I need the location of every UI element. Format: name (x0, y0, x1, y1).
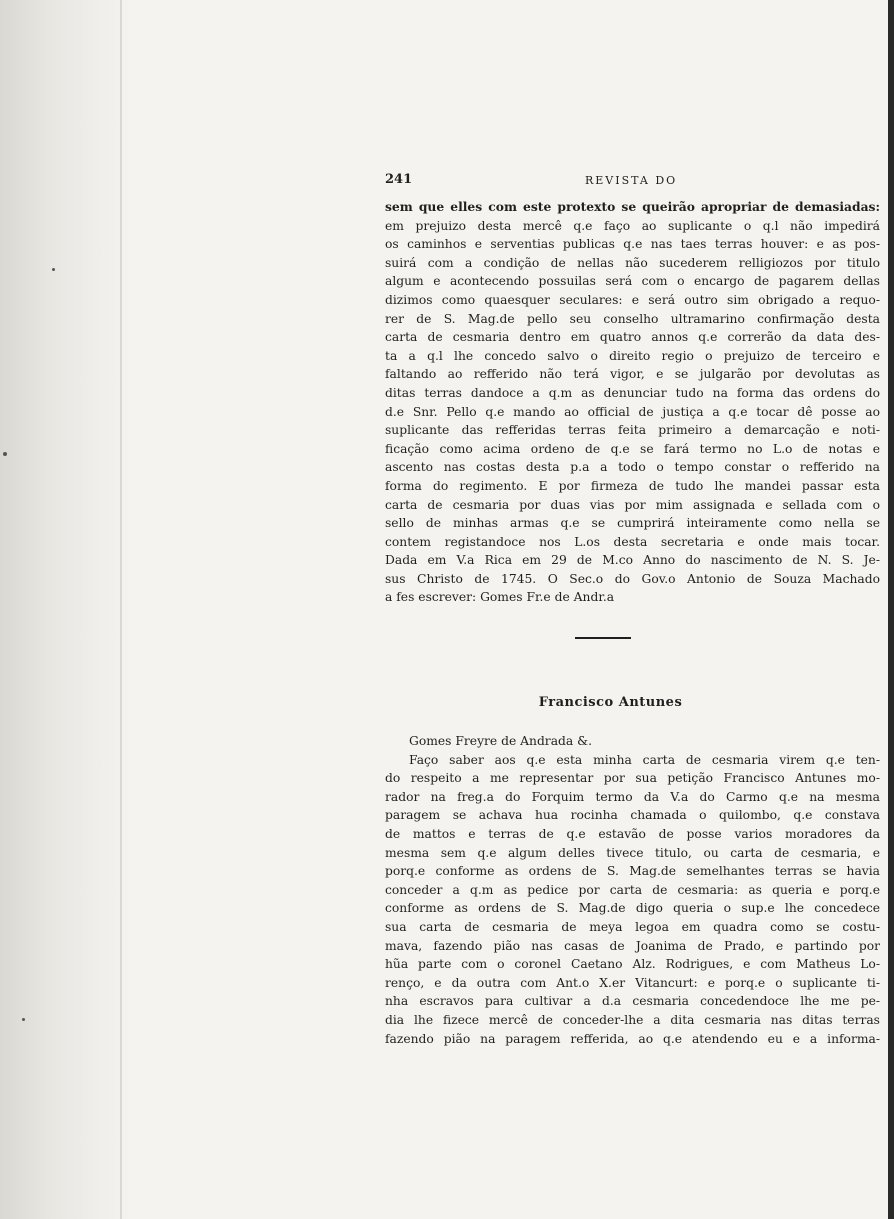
text-line: sem que elles com este protexto se queirão apropriar de demasiadas: (385, 199, 880, 214)
page-header (385, 172, 880, 198)
text-line: carta de cesmaria dentro em quatro annos q.e correrão da data des- (385, 330, 880, 345)
text-line: paragem se achava hua rocinha chamada o quilombo, q.e constava (385, 808, 880, 823)
first-section-text (385, 198, 880, 607)
text-line: forma do regimento. E por firmeza de tudo lhe mandei passar esta (385, 478, 880, 493)
second-section-text (385, 732, 880, 1048)
text-line: suplicante das refferidas terras feita primeiro a demarcação e noti- (385, 423, 880, 438)
text-line: porq.e conforme as ordens de S. Mag.de semelhantes terras se havia (385, 864, 880, 879)
gutter-fold-line (120, 0, 122, 1219)
book-page (385, 172, 880, 1048)
text-line: ditas terras dandoce a q.m as denunciar tudo na forma das ordens do (385, 385, 880, 400)
text-line: d.e Snr. Pello q.e mando ao official de justiça a q.e tocar dê posse ao (385, 404, 880, 419)
text-line: sus Christo de 1745. O Sec.o do Gov.o Antonio de Souza Machado (385, 571, 880, 586)
text-line: conceder a q.m as pedice por carta de cesmaria: as queria e porq.e (385, 882, 880, 897)
text-line: mava, fazendo pião nas casas de Joanima de Prado, e partindo por (385, 938, 880, 953)
text-line: sua carta de cesmaria de meya legoa em quadra como se costu- (385, 920, 880, 934)
book-gutter-shadow (0, 0, 130, 1219)
salutation-line: Gomes Freyre de Andrada &. (409, 734, 592, 749)
text-line: rador na freg.a do Forquim termo da V.a do Carmo q.e na mesma (385, 789, 880, 804)
text-line: renço, e da outra com Ant.o X.er Vitancurt: e porq.e o suplicante ti- (385, 975, 880, 990)
text-line: contem registandoce nos L.os desta secretaria e onde mais tocar. (385, 534, 880, 549)
text-line: conforme as ordens de S. Mag.de digo queria o sup.e lhe concedece (385, 901, 880, 916)
text-line: algum e acontecendo possuilas será com o encargo de pagarem dellas (385, 274, 880, 289)
text-line: os caminhos e serventias publicas q.e nas taes terras houver: e as pos- (385, 237, 880, 252)
text-line: Faço saber aos q.e esta minha carta de cesmaria virem q.e ten- (409, 752, 880, 767)
text-line: dizimos como quaesquer seculares: e será outro sim obrigado a requo- (385, 292, 880, 307)
text-line: ficação como acima ordeno de q.e se fará termo no L.o de notas e (385, 441, 880, 456)
text-line: ta a q.l lhe concedo salvo o direito regio o prejuizo de terceiro e (385, 348, 880, 363)
text-line: suirá com a condição de nellas não sucederem relligiozos por titulo (385, 255, 880, 270)
text-line: rer de S. Mag.de pello seu conselho ultramarino confirmação desta (385, 311, 880, 326)
running-head: REVISTA DO (585, 174, 678, 187)
text-line: de mattos e terras de q.e estavão de posse varios moradores da (385, 827, 880, 842)
section-separator-rule (575, 637, 631, 639)
text-line: faltando ao refferido não terá vigor, e se julgarão por devolutas as (385, 367, 880, 382)
text-line: mesma sem q.e algum delles tivece titulo, ou carta de cesmaria, e (385, 845, 880, 860)
text-line: em prejuizo desta mercê q.e faço ao suplicante o q.l não impedirá (385, 218, 880, 233)
text-line: ascento nas costas desta p.a a todo o tempo constar o refferido na (385, 460, 880, 475)
text-line: nha escravos para cultivar a d.a cesmaria concedendoce lhe me pe- (385, 994, 880, 1009)
text-line: hũa parte com o coronel Caetano Alz. Rodrigues, e com Matheus Lo- (385, 957, 880, 972)
text-line: carta de cesmaria por duas vias por mim assignada e sellada com o (385, 497, 880, 512)
scan-right-edge (888, 0, 894, 1219)
scan-speck (22, 1018, 25, 1021)
text-line: Dada em V.a Rica em 29 de M.co Anno do nascimento de N. S. Je- (385, 553, 880, 568)
scan-speck (52, 268, 55, 271)
text-line: do respeito a me representar por sua petição Francisco Antunes mo- (385, 771, 880, 786)
section-title: Francisco Antunes (538, 695, 683, 711)
page-number: 241 (385, 172, 413, 187)
text-line: a fes escrever: Gomes Fr.e de Andr.a (385, 590, 615, 605)
scan-speck (3, 452, 7, 456)
text-line: fazendo pião na paragem refferida, ao q.e atendendo eu e a informa- (385, 1031, 880, 1046)
text-line: dia lhe fizece mercê de conceder-lhe a dita cesmaria nas ditas terras (385, 1012, 880, 1027)
text-line: sello de minhas armas q.e se cumprirá inteiramente como nella se (385, 516, 880, 531)
